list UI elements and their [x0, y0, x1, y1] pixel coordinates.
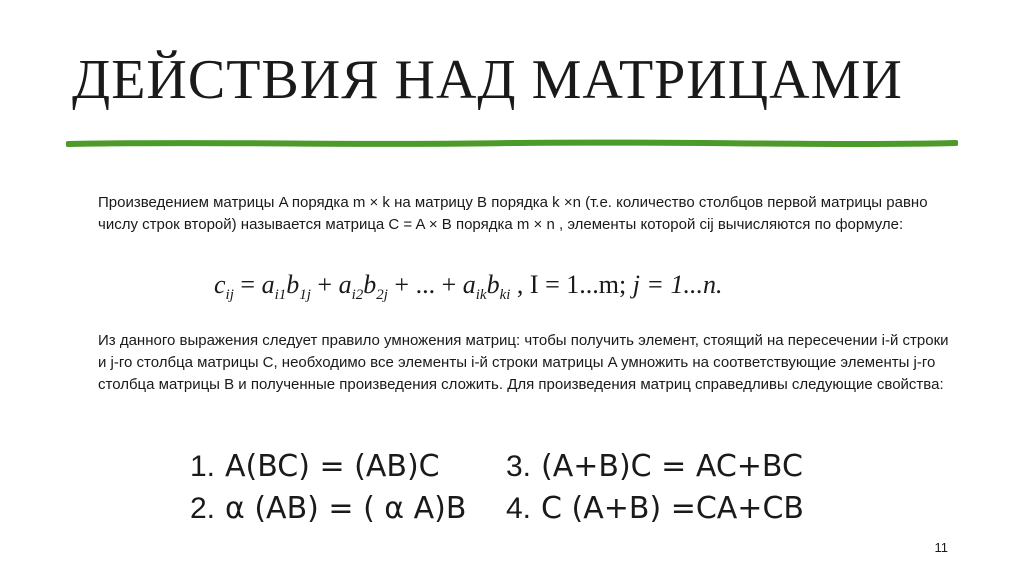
page-number: 11	[934, 540, 948, 555]
formula-b2-sub: 2j	[376, 287, 388, 303]
formula-a1: a	[261, 270, 275, 299]
property-expression: α (AB) = ( α A)B	[225, 491, 467, 526]
formula-ak-sub: ik	[475, 287, 487, 303]
formula-bk-sub: ki	[499, 287, 511, 303]
rule-paragraph: Из данного выражения следует правило умножения матриц: чтобы получить элемент, стоящий на пересечении i-й строки и j-го столбца матрицы C, необходимо все элементы i-й строки матрицы A умножить на соответствующие элементы j-го столбца матрицы B и полученные произведения сложить. Для произведения матриц справедливы следующие свойства:	[98, 332, 949, 393]
formula-bk: b	[486, 270, 500, 299]
formula-a2: a	[338, 270, 352, 299]
property-expression: (A+B)C = AC+BC	[541, 449, 803, 484]
property-number: 4.	[506, 492, 532, 525]
property-expression: A(BC) = (AB)C	[225, 449, 440, 484]
formula-dots: + ... +	[387, 270, 463, 299]
formula-b1-sub: 1j	[299, 287, 311, 303]
formula-eq: =	[233, 270, 262, 299]
formula-a1-sub: i1	[274, 287, 287, 303]
property-4	[506, 491, 804, 526]
property-number: 2.	[190, 492, 216, 525]
formula-range-i: , I = 1...m;	[510, 270, 633, 299]
title-underline	[66, 138, 958, 150]
formula-range-j: j = 1...n.	[632, 270, 723, 299]
formula-plus: +	[310, 270, 339, 299]
formula-c: c	[214, 270, 226, 299]
property-1	[190, 449, 440, 484]
property-expression: C (A+B) =CA+CB	[541, 491, 804, 526]
property-number: 1.	[190, 450, 216, 483]
property-2	[190, 491, 467, 526]
definition-paragraph: Произведением матрицы A порядка m × k на матрицу B порядка k ×n (т.е. количество столбцов первой матрицы равно числу строк второй) называется матрица C = A × B порядка m × n , элементы которой cij вычисляются по формуле:	[98, 194, 928, 233]
formula-ak: a	[462, 270, 476, 299]
property-number: 3.	[506, 450, 532, 483]
property-3	[506, 449, 803, 484]
slide-title: ДЕЙСТВИЯ НАД МАТРИЦАМИ	[72, 49, 903, 111]
formula-b1: b	[286, 270, 300, 299]
product-formula	[214, 272, 722, 303]
formula-a2-sub: i2	[351, 287, 364, 303]
formula-b2: b	[363, 270, 377, 299]
formula-c-sub: ij	[225, 287, 234, 303]
